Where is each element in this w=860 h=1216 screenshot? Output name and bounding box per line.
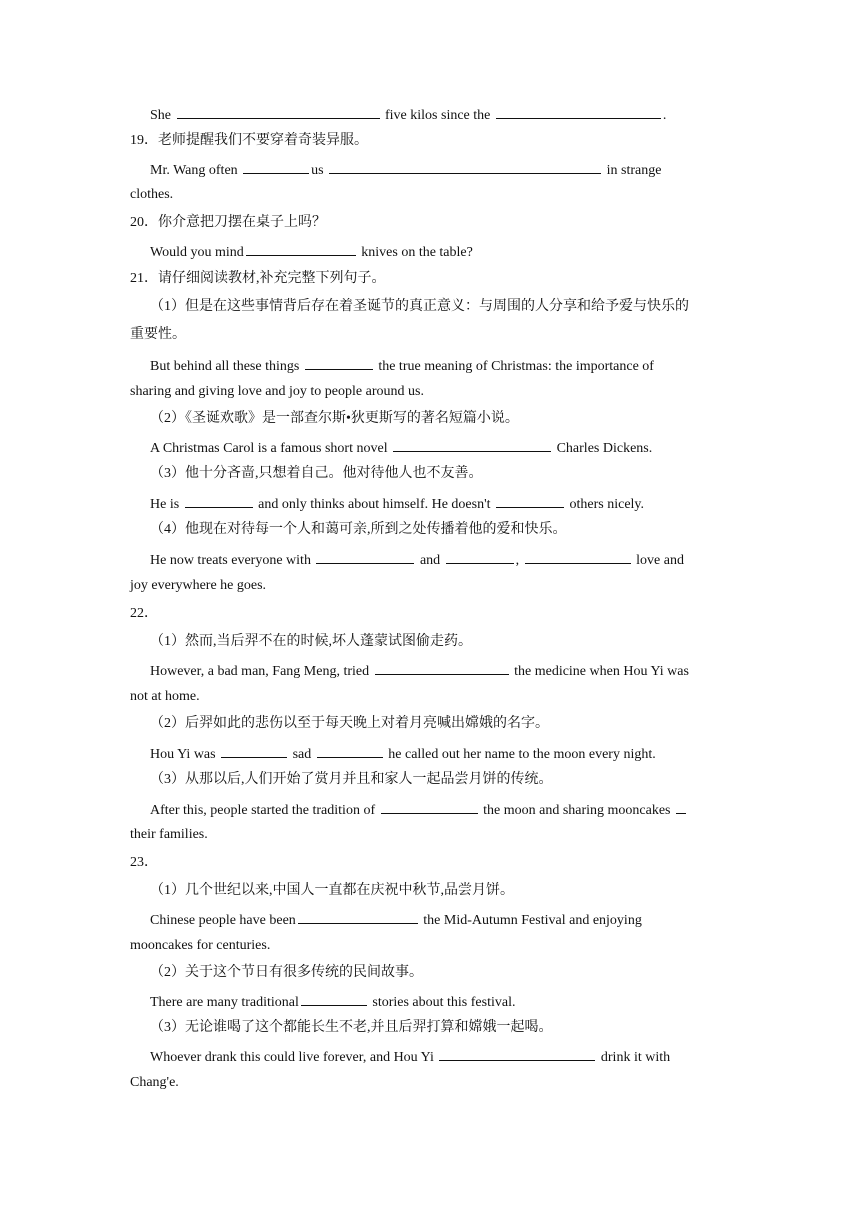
q18-text-b: five kilos since the (385, 108, 491, 123)
q23-number: 23． (130, 855, 158, 870)
q21-2-en-line (150, 438, 652, 458)
q21-4-text-a: He now treats everyone with (150, 553, 311, 568)
q21-4-text-d: love and (636, 553, 684, 568)
q21-1-text-a: But behind all these things (150, 359, 300, 374)
q21-2-blank[interactable] (393, 438, 551, 452)
q18-blank-2[interactable] (496, 105, 661, 119)
q23-2-blank[interactable] (301, 992, 367, 1006)
q18-blank-1[interactable] (177, 105, 380, 119)
q22-1-blank[interactable] (375, 661, 509, 675)
q21-4-text-c: , (515, 553, 520, 568)
q21-1-blank[interactable] (305, 356, 373, 370)
q21-4-blank-2[interactable] (446, 550, 514, 564)
q23-3-en-line (150, 1047, 670, 1067)
q22-3-blank-1[interactable] (381, 800, 478, 814)
q22-3-text-b: the moon and sharing mooncakes (483, 803, 671, 818)
q19-en-line (150, 160, 661, 180)
q21-3-text-c: others nicely. (569, 497, 645, 512)
q23-2-chinese: （2）关于这个节日有很多传统的民间故事。 (150, 965, 423, 980)
q20-prompt (130, 214, 326, 232)
q22-2-text-a: Hou Yi was (150, 747, 216, 762)
q23-2-text-b: stories about this festival. (372, 995, 516, 1010)
q23-2-text-a: There are many traditional (150, 995, 299, 1010)
q19-text-c: in strange (606, 163, 662, 178)
q23-1-text-b: the Mid-Autumn Festival and enjoying (423, 913, 642, 928)
q21-4-text-b: and (419, 553, 441, 568)
q19-prompt (130, 132, 368, 150)
q21-1-text-c: sharing and giving love and joy to people around us. (130, 384, 424, 399)
q22-3-en-line (150, 800, 688, 820)
q22-3-text-c: their families. (130, 827, 208, 842)
q19-blank-1[interactable] (243, 160, 309, 174)
q21-2-text-b: Charles Dickens. (556, 441, 653, 456)
q19-text-b: us (311, 163, 324, 178)
q19-text-a: Mr. Wang often (150, 163, 238, 178)
q22-1-text-c: not at home. (130, 689, 200, 704)
q21-1-chinese: （1）但是在这些事情背后存在着圣诞节的真正意义：与周围的人分享和给予爱与快乐的 (150, 299, 689, 314)
q21-3-blank-1[interactable] (185, 494, 253, 508)
q22-2-text-c: he called out her name to the moon every night. (388, 747, 656, 762)
q19-chinese: 老师提醒我们不要穿着奇装异服。 (158, 133, 368, 148)
q22-3-blank-2[interactable] (676, 800, 686, 814)
q20-number: 20． (130, 215, 158, 230)
q22-2-text-b: sad (292, 747, 312, 762)
q21-4-text-e: joy everywhere he goes. (130, 578, 267, 593)
q21-1-chinese-cont: 重要性。 (130, 327, 186, 342)
q21-3-blank-2[interactable] (496, 494, 564, 508)
q21-2-text-a: A Christmas Carol is a famous short novel (150, 441, 388, 456)
q18-text-a: She (150, 108, 171, 123)
q23-3-blank[interactable] (439, 1047, 595, 1061)
q19-text-d: clothes. (130, 187, 174, 202)
q23-1-blank[interactable] (298, 910, 418, 924)
q21-1-text-b: the true meaning of Christmas: the importance of (378, 359, 654, 374)
q21-number: 21． (130, 271, 158, 286)
q23-3-text-b: drink it with (600, 1050, 671, 1065)
q18-text-c: . (662, 108, 667, 123)
q22-3-text-a: After this, people started the tradition of (150, 803, 376, 818)
q23-3-text-c: Chang'e. (130, 1075, 179, 1090)
q22-2-chinese: （2）后羿如此的悲伤以至于每天晚上对着月亮喊出嫦娥的名字。 (150, 716, 549, 731)
q20-blank-1[interactable] (246, 242, 356, 256)
q23-1-chinese: （1）几个世纪以来,中国人一直都在庆祝中秋节,品尝月饼。 (150, 883, 514, 898)
q22-1-text-b: the medicine when Hou Yi was (514, 664, 689, 679)
q22-2-en-line (150, 744, 656, 764)
q23-1-text-a: Chinese people have been (150, 913, 296, 928)
q22-2-blank-2[interactable] (317, 744, 383, 758)
q21-4-en-line (150, 550, 684, 570)
q23-3-chinese: （3）无论谁喝了这个都能长生不老,并且后羿打算和嫦娥一起喝。 (150, 1020, 553, 1035)
q21-instruction: 请仔细阅读教材,补充完整下列句子。 (158, 271, 386, 286)
q19-number: 19． (130, 133, 158, 148)
q21-1-en-line (150, 356, 654, 376)
q21-prompt (130, 270, 386, 288)
q23-1-text-c: mooncakes for centuries. (130, 938, 271, 953)
q19-blank-2[interactable] (329, 160, 601, 174)
q20-chinese: 你介意把刀摆在桌子上吗？ (158, 215, 326, 230)
q21-3-chinese: （3）他十分吝啬,只想着自己。他对待他人也不友善。 (150, 466, 483, 481)
q22-1-text-a: However, a bad man, Fang Meng, tried (150, 664, 370, 679)
q22-number: 22． (130, 606, 158, 621)
q21-4-blank-3[interactable] (525, 550, 631, 564)
q18-en-line (150, 105, 666, 125)
q22-3-chinese: （3）从那以后,人们开始了赏月并且和家人一起品尝月饼的传统。 (150, 772, 553, 787)
q22-1-en-line (150, 661, 689, 681)
q20-text-b: knives on the table? (361, 245, 473, 260)
q21-2-chinese: （2）《圣诞欢歌》是一部查尔斯•狄更斯写的著名短篇小说。 (150, 411, 519, 426)
q21-3-text-a: He is (150, 497, 180, 512)
q21-3-text-b: and only thinks about himself. He doesn't (258, 497, 491, 512)
q22-2-blank-1[interactable] (221, 744, 287, 758)
q23-2-en-line (150, 992, 515, 1012)
q20-en-line (150, 242, 473, 262)
q23-3-text-a: Whoever drank this could live forever, and Hou Yi (150, 1050, 434, 1065)
q21-4-chinese: （4）他现在对待每一个人和蔼可亲,所到之处传播着他的爱和快乐。 (150, 522, 567, 537)
q23-1-en-line (150, 910, 642, 930)
q20-text-a: Would you mind (150, 245, 244, 260)
q21-3-en-line (150, 494, 644, 514)
q22-1-chinese: （1）然而,当后羿不在的时候,坏人蓬蒙试图偷走药。 (150, 634, 472, 649)
q21-4-blank-1[interactable] (316, 550, 414, 564)
